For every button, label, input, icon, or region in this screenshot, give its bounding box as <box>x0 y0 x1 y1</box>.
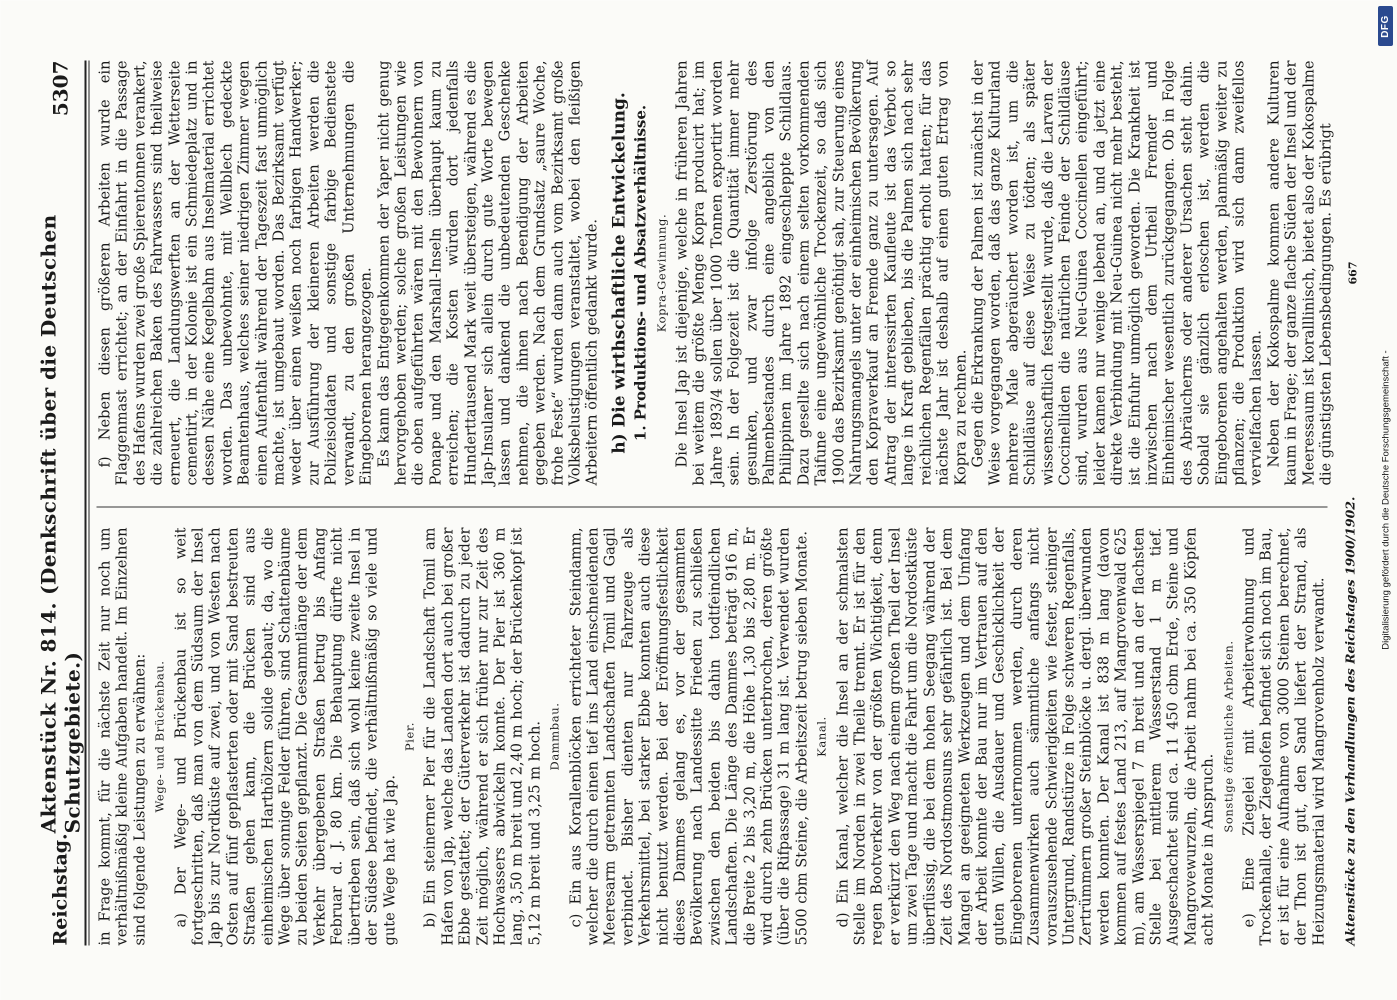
heading-sonstige: Sonstige öffentliche Arbeiten. <box>1220 639 1235 833</box>
heading-damm: Dammbau. <box>547 702 562 770</box>
paragraph-insel: Die Insel Jap ist diejenige, welche in früheren Jahren bei weitem die größte Menge Kopra producirt hat; im Jahre 1893/4 sollen über 1000 Tonnen exportirt worden sein. In der Folgezeit ist die Quantität immer mehr gesunken, und zwar infolge Zerstörung des Palmenbestandes durch eine angeblich von den Philippinen im Jahre 1892 eingeschleppte Schildlaus. Dazu gesellte sich nach einem selten vorkommenden Taifune eine ungewöhnliche Trockenzeit, so daß sich 1900 das Bezirksamt genöthigt sah, zur Steuerung eines Nahrungsmangels unter der einheimischen Bevölkerung den Kopraverkauf an Fremde ganz zu untersagen. Auf Antrag der interessirten Kaufleute ist das Verbot so lange in Kraft geblieben, bis die Palmen sich nach sehr reichlichen Regenfällen prächtig erholt hatten; für das nächste Jahr ist deshalb auf einen guten Ertrag von Kopra zu rechnen. <box>673 60 969 485</box>
paragraph-c: c) Ein aus Korallenblöcken errichteter Steindamm, welcher die durch einen tief ins Land einschneidenden Meeresarm getrennten Landschaften Tomil und Gagil verbindet. Bisher dienten nur Fahrzeuge als Verkehrsmittel, bei starker Ebbe konnten auch diese nicht benutzt werden. Bei der Eröffnungsfestlichkeit dieses Dammes gelang es, vor der gesammten Bevölkerung nach Landessitte Frieden zu schließen zwischen den beiden bis dahin todtfeindlichen Landschaften. Die Länge des Dammes beträgt 916 m, die Breite 2 bis 3,20 m, die Höhe 1,30 bis 2,80 m. Er wird durch zehn Brücken unterbrochen, deren größte (über die Rifpassage) 31 m lang ist. Verwendet wurden 5500 cbm Steine, die Arbeitszeit betrug sieben Monate. <box>566 527 810 945</box>
paragraph-e: e) Eine Ziegelei mit Arbeiterwohnung und Trockenhalle, der Ziegelofen befindet sich noch im Bau, er ist für eine Aufnahme von 3000 Steinen berechnet, der Thon ist gut, den Sand liefert der Strand, als Heizungsmaterial wird Mangrovenholz verwandt. <box>1240 527 1327 945</box>
column-divider <box>96 506 1327 507</box>
credit-text: Digitalisierung gefördert durch die Deutsche Forschungsgemeinschaft - <box>1380 350 1392 650</box>
right-column <box>96 60 1335 485</box>
dfg-logo <box>1378 6 1393 46</box>
paragraph-gegen: Gegen die Erkrankung der Palmen ist zunächst in der Weise vorgegangen worden, daß das ganze Kulturland mehrere Male abgeräuchert worden ist, um die Schildläuse auf diese Weise zu tödten; als später wissenschaftlich festgestellt wurde, daß die Larven der Coccinelliden die natürlichen Feinde der Schildläuse sind, wurden aus Neu-Guinea Coccinellen eingeführt; leider kamen nur wenige lebend an, und da jetzt eine direkte Verbindung mit Neu-Guinea nicht mehr besteht, ist die Einfuhr unmöglich geworden. Die Krankheit ist inzwischen nach dem Urtheil Fremder und Einheimischer wesentlich zurückgegangen. Ob in Folge des Abräucherns oder anderer Ursachen steht dahin. Sobald sie gänzlich erloschen ist, werden die Eingeborenen angehalten werden, planmäßig weiter zu pflanzen; die Produktion wird sich dann zweifellos vervielfachen lassen. <box>968 60 1265 485</box>
header-left: Reichstag. <box>49 832 71 945</box>
paragraph-intro: in Frage kommt, für die nächste Zeit nur noch um verhältnißmäßig kleine Aufgaben handelt. Im Einzelnen sind folgende Leistungen zu erwähnen: <box>96 527 148 945</box>
dfg-logo-text: DFG <box>1380 14 1392 38</box>
footer-source: Aktenstücke zu den Verhandlungen des Reichstages 1900/1902. <box>1342 496 1357 945</box>
heading-pier: Pier. <box>401 721 416 751</box>
heading-kanal: Kanal. <box>814 715 829 757</box>
paragraph-es: Es kann das Entgegenkommen der Yaper nicht genug hervorgehoben werden; solche großen Leistungen wie die oben aufgeführten wären mit den Bewohnern von Ponape und den Marshall-Inseln überhaupt kaum zu erreichen; die Kosten würden dort jedenfalls Hunderttausend Mark weit übersteigen, während es die Jap-Insulaner sich allein durch gute Worte bewegen lassen und dankend die unbedeutenden Geschenke nehmen, die ihnen nach Beendigung der Arbeiten gegeben werden. Nach dem Grundsatz „saure Woche, frohe Feste“ wurden dann auch vom Bezirksamt große Volksbelustigungen veranstaltet, wobei den fleißigen Arbeitern öffentlich gedankt wurde. <box>374 60 601 485</box>
page-number: 5307 <box>48 60 72 116</box>
header-rule <box>84 60 89 945</box>
section-heading: h) Die wirthschaftliche Entwickelung. <box>608 91 629 454</box>
heading-kopra: Kopra-Gewinnung. <box>653 213 668 332</box>
heading-wege: Wege- und Brückenbau. <box>152 659 167 813</box>
paragraph-b: b) Ein steinerner Pier für die Landschaft Tomil am Hafen von Jap, welche das Landen dort auch bei großer Ebbe gestattet; der Güterverkehr ist dadurch zu jeder Zeit möglich, während er sich früher nur zur Zeit des Hochwassers abwickeln konnte. Der Pier ist 360 m lang, 3,50 m breit und 2,40 m hoch; der Brückenkopf ist 5,12 m breit und 3,25 m hoch. <box>421 527 543 945</box>
paragraph-neben: Neben der Kokospalme kommen andere Kulturen kaum in Frage; der ganze flache Süden der Insel und der Meeressaum ist koralllinisch, bietet also der Kokospalme die günstigsten Lebensbedingungen. Es erübrigt <box>1264 60 1335 485</box>
header-title: Aktenstück Nr. 814. (Denkschrift über die Deutschen Schutzgebiete.) <box>36 213 84 833</box>
paragraph-d: d) Ein Kanal, welcher die Insel an der schmalsten Stelle im Norden in zwei Theile trennt. Er ist für den regen Bootverkehr von der größten Wichtigkeit, denn er verkürzt den Weg nach einem großen Theil der Insel um zwei Tage und macht die Fahrt um die Nordostküste überflüssig, die bei dem hohen Seegang während der Zeit des Nordostmonsuns sehr gefährlich ist. Bei dem Mangel an geeigneten Werkzeugen und dem Umfang der Arbeit konnte der Bau nur im Vertrauen auf den guten Willen, die Ausdauer und Geschicklichkeit der Eingeborenen unternommen werden, durch deren Zusammenwirken auch sämmtliche anfangs nicht vorauszusehende Schwierigkeiten wie fester, steiniger Untergrund, Randstürze in Folge schweren Regenfalls, Zertrümmern großer Steinblöcke u. dergl. überwunden werden konnten. Der Kanal ist 838 m lang (davon kommen auf festes Land 213, auf Mangrovenwald 625 m), am Wasserspiegel 7 m breit und an der flachsten Stelle bei mittlerem Wasserstand 1 m tief. Ausgeschachtet sind ca. 11 450 cbm Erde, Steine und Mangrovewurzeln, die Arbeit nahm bei ca. 350 Köpfen acht Monate in Anspruch. <box>833 527 1217 945</box>
running-header <box>36 60 84 945</box>
paragraph-f: f) Neben diesen größeren Arbeiten wurde ein Flaggenmast errichtet; an der Einfahrt in die Passage des Hafens wurden zwei große Spierentonnen verankert, die zahlreichen Baken des Fahrwassers sind theilweise erneuert, die Landungswerften an der Wetterseite cementirt, in der Kolonie ist ein Schmiedeplatz und in dessen Nähe eine Kegelbahn aus Inselmaterial errichtet worden. Das unbewohnte, mit Wellblech gedeckte Beamtenhaus, welches seiner niedrigen Zimmer wegen einen Aufenthalt während der Tageszeit fast unmöglich machte, ist umgebaut worden. Das Bezirksamt verfügt weder über einen weißen noch farbigen Handwerker; zur Ausführung der kleineren Arbeiten werden die Polizeisoldaten und sonstige farbige Bedienstete verwandt, zu den großen Unternehmungen die Eingeborenen herangezogen. <box>96 60 375 485</box>
subsection-heading: 1. Produktions- und Absatzverhältnisse. <box>631 104 650 441</box>
paragraph-a: a) Der Wege- und Brückenbau ist so weit fortgeschritten, daß man von dem Südsaum der Insel Jap bis zur Nordküste auf zwei, und von Westen nach Osten auf fünf gepflasterten oder mit Sand bestreuten Straßen gehen kann, die Brücken sind aus einheimischen Harthölzern solide gebaut; da, wo die Wege über sonnige Felder führen, sind Schattenbäume zu beiden Seiten gepflanzt. Die Gesammtlänge der dem Verkehr übergebenen Straßen betrug bis Anfang Februar d. J. 80 km. Die Behauptung dürfte nicht übertrieben sein, daß sich wohl keine zweite Insel in der Südsee befindet, die verhältnißmäßig so viele und gute Wege hat wie Jap. <box>171 527 398 945</box>
left-column <box>96 527 1327 945</box>
footer-signature: 667 <box>1346 261 1359 284</box>
